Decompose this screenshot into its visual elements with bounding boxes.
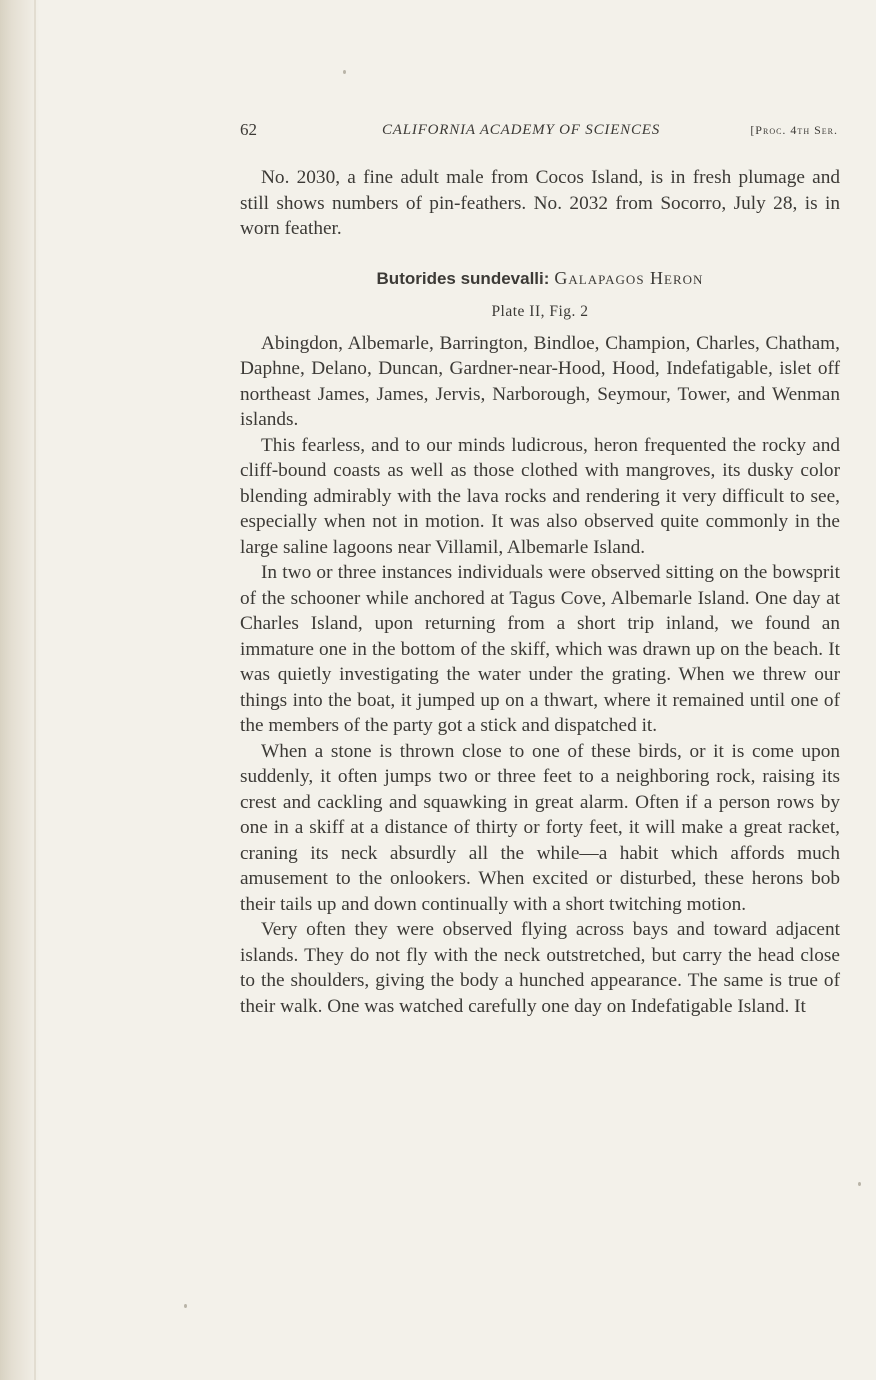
body-paragraph: Very often they were observed flying across bays and toward adjacent islands. They do not fly with the neck outstretched, but carry the head close to the shoulders, giving the body a hunched appearance. The same is true of their walk. One was watched carefully one day on Indefatigable Island. It — [240, 919, 840, 1017]
page-binding-crease — [34, 0, 36, 1380]
species-heading — [240, 266, 840, 291]
body-text — [240, 165, 840, 1019]
body-paragraph: When a stone is thrown close to one of these birds, or it is come upon suddenly, it often jumps two or three feet to a neighboring rock, raising its crest and cackling and squawking in great alarm. Often if a person rows by one in a skiff at a distance of thirty or forty feet, it will make a great racket, craning its neck absurdly all the while—a habit which affords much amusement to the onlookers. When excited or disturbed, these herons bob their tails up and down continually with a short twitching motion. — [240, 740, 840, 915]
series-label: [Proc. 4th Ser. — [750, 123, 838, 137]
body-paragraph: This fearless, and to our minds ludicrous, heron frequented the rocky and cliff-bound coasts as well as those clothed with mangroves, its dusky color blending admirably with the lava rocks and rendering it very difficult to see, especially when not in motion. It was also observed quite commonly in the large saline lagoons near Villamil, Albemarle Island. — [240, 434, 840, 558]
common-name: Galapagos Heron — [554, 267, 704, 288]
paper-speck — [858, 1182, 861, 1186]
localities-paragraph: Abingdon, Albemarle, Barrington, Bindloe, Champion, Charles, Chatham, Daphne, Delano, Duncan, Gardner-near-Hood, Hood, Indefatigable, islet off northeast James, James, Jervis, Narborough, Seymour, Tower, and Wenman islands. — [240, 332, 840, 430]
running-title: CALIFORNIA ACADEMY OF SCIENCES — [382, 122, 661, 138]
scientific-name: Butorides sundevalli: — [376, 268, 550, 288]
plate-reference: Plate II, Fig. 2 — [491, 302, 589, 320]
running-header — [240, 120, 840, 142]
paper-speck — [184, 1304, 187, 1308]
intro-paragraph: No. 2030, a fine adult male from Cocos Island, is in fresh plumage and still shows numbers of pin-feathers. No. 2032 from Socorro, July 28, is in worn feather. — [240, 167, 840, 239]
page-number: 62 — [240, 120, 257, 139]
paper-speck — [343, 70, 346, 74]
body-paragraph: In two or three instances individuals were observed sitting on the bowsprit of the schooner while anchored at Tagus Cove, Albemarle Island. One day at Charles Island, upon returning from a short trip inland, we found an immature one in the bottom of the skiff, which was drawn up on the beach. It was quietly investigating the water under the grating. When we threw our things into the boat, it jumped up on a thwart, where it remained until one of the members of the party got a stick and dispatched it. — [240, 562, 840, 736]
